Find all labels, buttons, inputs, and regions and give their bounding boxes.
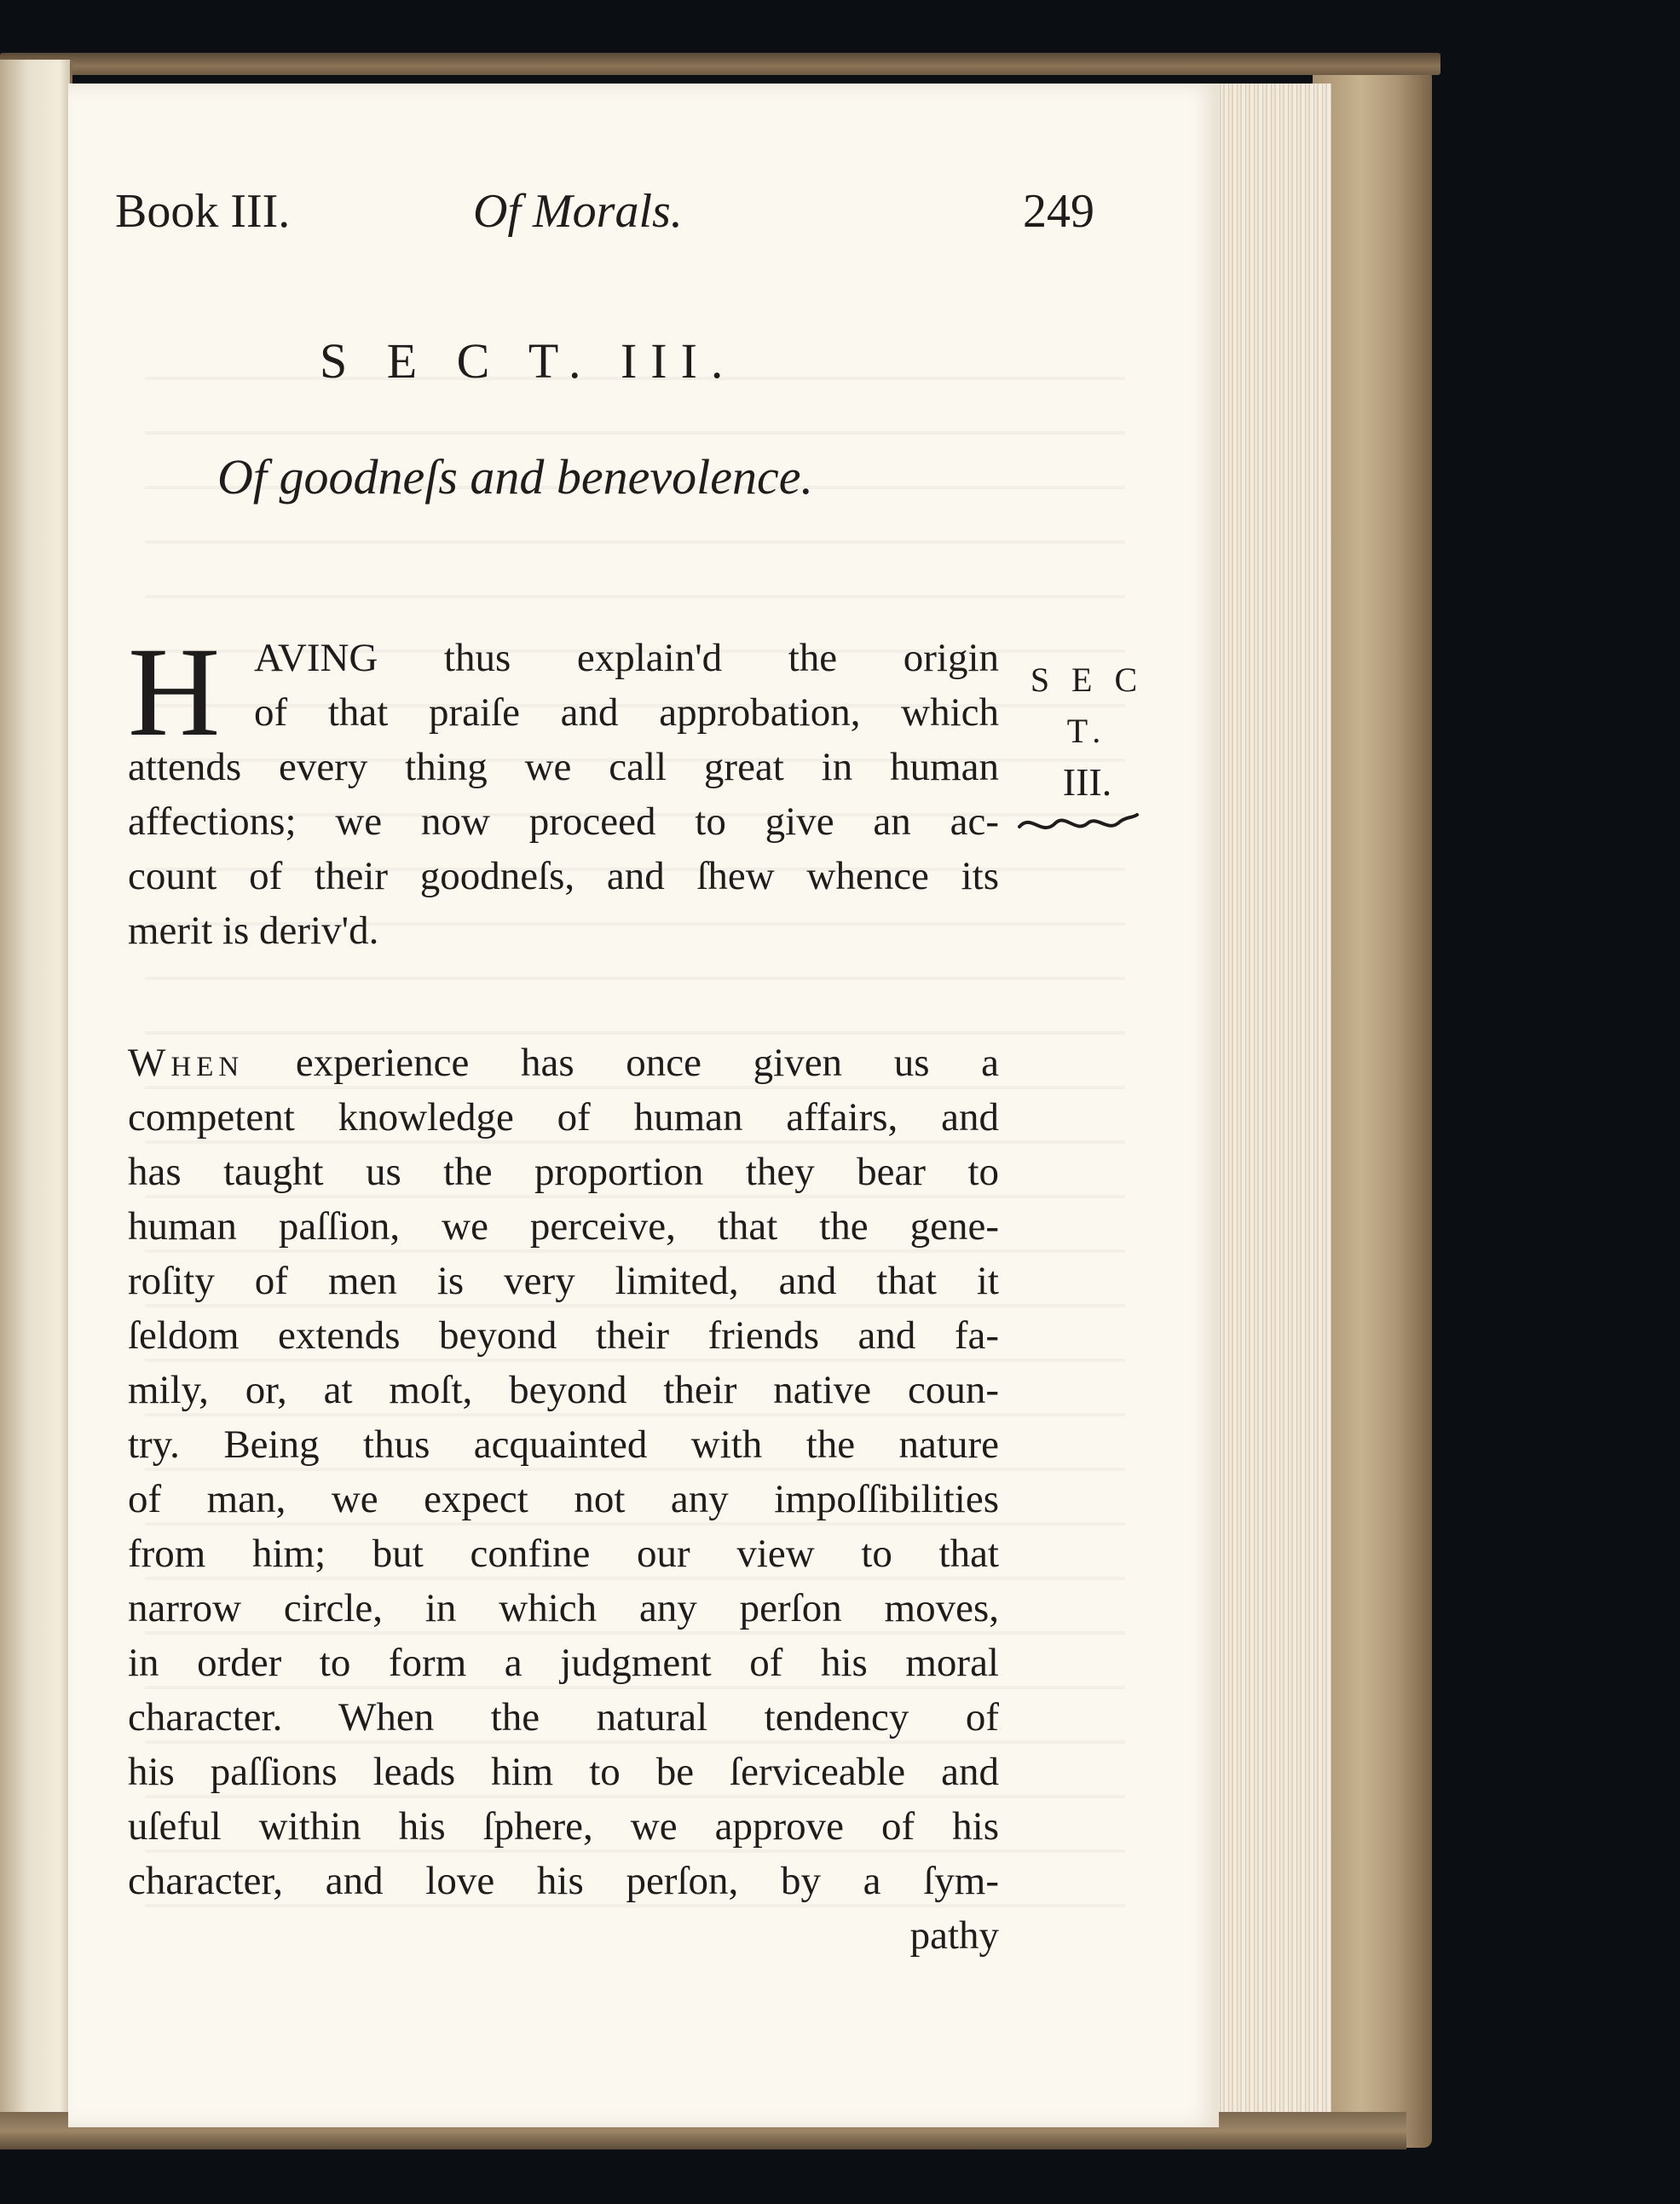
catchword: pathy [909,1913,999,1958]
page-number: 249 [1023,185,1094,238]
text-line: count of their goodneſs, and ſhew whence its [128,854,999,898]
text-line: merit is deriv'd. [128,909,379,953]
book-cover-top-edge [0,53,1440,75]
text-line: human paſſion, we perceive, that the gene- [128,1204,999,1249]
flourish-ornament-icon [1013,808,1140,842]
running-head-book: Book III. [115,185,291,238]
facing-page-edge [0,60,72,2139]
running-head-title: Of Morals. [473,185,683,238]
text-line: from him; but confine our view to that [128,1532,999,1576]
drop-cap: H [128,621,221,763]
page-stack-edges [1210,84,1331,2129]
section-subtitle: Of goodneſs and benevolence. [217,449,814,505]
text-line: character. When the natural tendency of [128,1695,999,1740]
running-head [115,184,1138,261]
margin-note-number: III. [1062,760,1112,804]
book-page [68,84,1219,2127]
text-line: affections; we now proceed to give an ac- [128,799,999,844]
paragraph-1 [128,621,999,958]
text-line: character, and love his perſon, by a ſym- [128,1859,999,1903]
paragraph-2 [128,1036,999,1963]
text-line: mily, or, at moſt, beyond their native coun- [128,1368,999,1412]
text-line: AVING thus explain'd the origin [254,636,999,680]
text-line: attends every thing we call great in human [128,745,999,789]
text-line: of that praiſe and approbation, which [254,690,999,735]
text-line: his paſſions leads him to be ſerviceable and [128,1750,999,1794]
text-line: roſity of men is very limited, and that it [128,1259,999,1303]
text-line: in order to form a judgment of his moral [128,1641,999,1685]
text-line: has taught us the proportion they bear to [128,1150,999,1194]
text-line: experience has once given us a [295,1041,999,1085]
margin-note-sect: S E C T. [1030,661,1145,750]
margin-note [1013,655,1162,842]
text-line: narrow circle, in which any perſon moves, [128,1586,999,1630]
text-line: of man, we expect not any impoſſibilities [128,1477,999,1521]
text-line: ſeldom extends beyond their friends and fa- [128,1313,999,1358]
text-line: try. Being thus acquainted with the nature [128,1422,999,1467]
section-heading: S E C T. III. [320,333,737,389]
lead-word: When [128,1041,245,1085]
text-line: competent knowledge of human affairs, and [128,1095,999,1140]
text-line: uſeful within his ſphere, we approve of his [128,1804,999,1849]
text-line-first [128,1036,999,1090]
